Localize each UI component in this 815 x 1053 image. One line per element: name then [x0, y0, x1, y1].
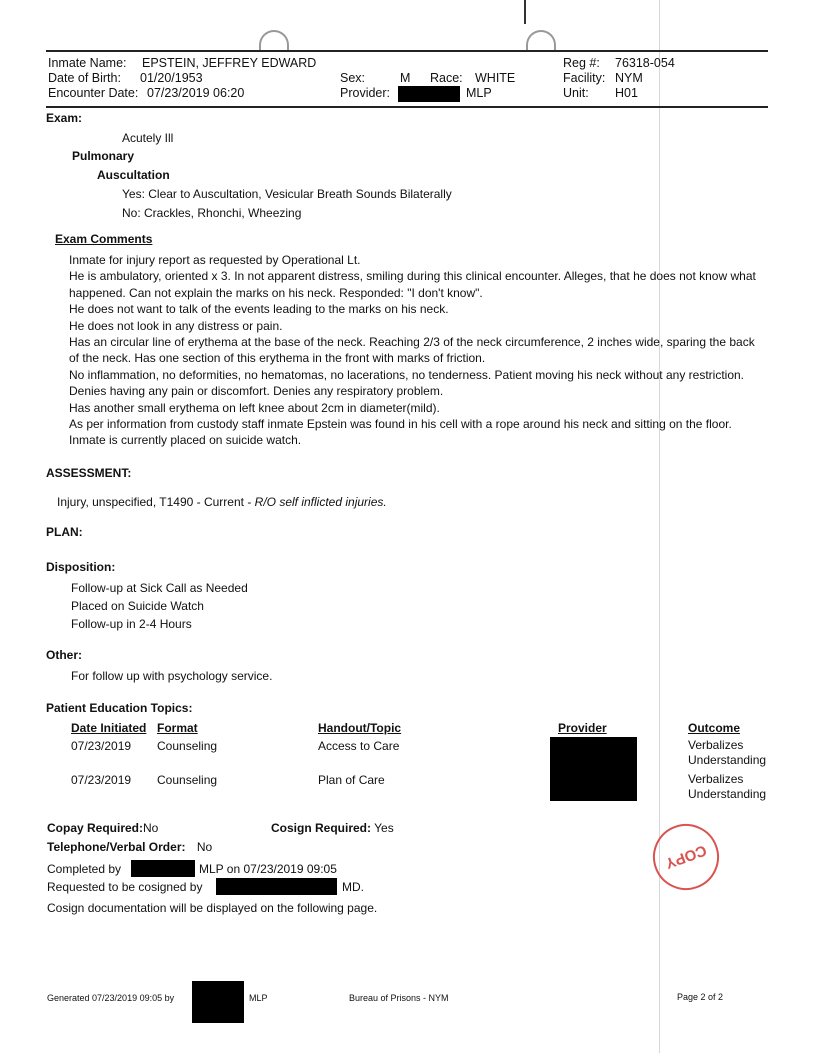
- comment-line: Has an circular line of erythema at the base of the neck. Reaching 2/3 of the neck circumference, 2 inches wide, sparing the back of the neck. Has one section of this erythema in the front with marks of friction.: [69, 335, 755, 366]
- verbal-value: No: [196, 840, 213, 854]
- exam-no-findings: No: Crackles, Rhonchi, Wheezing: [122, 206, 302, 220]
- footer-credential: MLP: [249, 993, 268, 1003]
- edu-row-topic: Access to Care: [318, 739, 400, 753]
- cosign-note: Cosign documentation will be displayed on the following page.: [47, 901, 378, 915]
- col-handout-topic: Handout/Topic: [318, 721, 402, 735]
- comment-line: Inmate is currently placed on suicide watch.: [69, 433, 302, 448]
- col-date-initiated: Date Initiated: [71, 721, 147, 735]
- unit-value: H01: [615, 86, 638, 100]
- scan-artifact-line: [659, 0, 660, 1053]
- exam-heading: Exam:: [46, 111, 83, 125]
- inmate-name: EPSTEIN, JEFFREY EDWARD: [142, 56, 317, 70]
- footer-redaction: [192, 981, 244, 1023]
- exam-system: Pulmonary: [72, 149, 135, 163]
- assessment-text: [57, 495, 387, 509]
- footer-organization: Bureau of Prisons - NYM: [349, 993, 449, 1003]
- edu-row-topic: Plan of Care: [318, 773, 385, 787]
- edu-row-outcome: Understanding: [688, 787, 767, 801]
- copay-label: Copay Required:: [47, 821, 144, 835]
- exam-comments: [69, 252, 759, 449]
- exam-comments-heading: Exam Comments: [55, 232, 153, 246]
- disposition-item: Placed on Suicide Watch: [71, 599, 204, 613]
- encounter-date-label: Encounter Date:: [48, 86, 139, 100]
- assessment-heading: ASSESSMENT:: [46, 466, 132, 480]
- col-format: Format: [157, 721, 198, 735]
- completed-by-redaction: [131, 860, 195, 877]
- exam-yes-findings: Yes: Clear to Auscultation, Vesicular Breath Sounds Bilaterally: [122, 187, 452, 201]
- dob-value: 01/20/1953: [140, 71, 203, 85]
- cosigner-redaction: [216, 878, 337, 895]
- facility-value: NYM: [615, 71, 643, 85]
- cosign-request-credential: MD.: [342, 880, 364, 894]
- cosign-request-label: Requested to be cosigned by: [47, 880, 203, 894]
- comment-line: He is ambulatory, oriented x 3. In not apparent distress, smiling during this clinical encounter. Alleges, that he does not know what happened. Can not explain the marks on his neck. Responded: "I don't know".: [69, 269, 756, 300]
- binder-hole: [259, 30, 289, 50]
- comment-line: He does not look in any distress or pain.: [69, 318, 283, 333]
- verbal-label: Telephone/Verbal Order:: [47, 840, 186, 854]
- comment-line: Inmate for injury report as requested by Operational Lt.: [69, 253, 361, 267]
- verbal-order: [47, 840, 212, 854]
- edu-row-outcome: Understanding: [688, 753, 767, 767]
- header-top-rule: [46, 50, 768, 52]
- encounter-date: 07/23/2019 06:20: [147, 86, 245, 100]
- copay-value: No: [143, 821, 159, 835]
- reg-number: 76318-054: [615, 56, 675, 70]
- edu-row-format: Counseling: [157, 773, 218, 787]
- plan-heading: PLAN:: [46, 525, 83, 539]
- unit-label: Unit:: [563, 86, 589, 100]
- assessment-diagnosis: Injury, unspecified, T1490 - Current -: [57, 495, 255, 509]
- provider-redaction: [550, 737, 637, 801]
- comment-line: He does not want to talk of the events leading to the marks on his neck.: [69, 302, 449, 317]
- cosign-label: Cosign Required:: [271, 821, 372, 835]
- copy-stamp-text: COPY: [663, 841, 709, 873]
- scan-artifact-mark: [524, 0, 526, 24]
- copay-required: [47, 821, 158, 835]
- sex-label: Sex:: [340, 71, 366, 85]
- edu-row-date: 07/23/2019: [71, 739, 132, 753]
- exam-subsystem: Auscultation: [97, 168, 170, 182]
- col-provider: Provider: [558, 721, 607, 735]
- cosign-required: [271, 821, 394, 835]
- completed-by-detail: MLP on 07/23/2019 09:05: [199, 862, 337, 876]
- copy-stamp: [644, 815, 729, 900]
- education-heading: Patient Education Topics:: [46, 701, 193, 715]
- edu-row-outcome: Verbalizes: [688, 772, 744, 786]
- binder-hole: [526, 30, 556, 50]
- disposition-item: Follow-up in 2-4 Hours: [71, 617, 192, 631]
- disposition-heading: Disposition:: [46, 560, 116, 574]
- comment-line: No inflammation, no deformities, no hematomas, no lacerations, no tenderness. Patient moving his neck without any restriction. Denies having any pain or discomfort. Denies any respiratory problem.: [69, 367, 745, 399]
- completed-by-label: Completed by: [47, 862, 122, 876]
- comment-line: As per information from custody staff inmate Epstein was found in his cell with a rope around his neck and sitting on the floor.: [69, 417, 732, 432]
- race-value: WHITE: [475, 71, 516, 85]
- other-heading: Other:: [46, 648, 82, 662]
- dob-label: Date of Birth:: [48, 71, 121, 85]
- provider-label: Provider:: [340, 86, 391, 100]
- reg-label: Reg #:: [563, 56, 600, 70]
- footer-generated: Generated 07/23/2019 09:05 by: [47, 993, 175, 1003]
- col-outcome: Outcome: [688, 721, 741, 735]
- cosign-value: Yes: [374, 821, 394, 835]
- comment-line: Has another small erythema on left knee about 2cm in diameter(mild).: [69, 400, 440, 415]
- assessment-rule-out: R/O self inflicted injuries.: [254, 495, 387, 509]
- inmate-name-label: Inmate Name:: [48, 56, 127, 70]
- edu-row-date: 07/23/2019: [71, 773, 132, 787]
- other-text: For follow up with psychology service.: [71, 669, 273, 683]
- race-label: Race:: [430, 71, 463, 85]
- provider-redaction: [398, 86, 460, 102]
- sex-value: M: [400, 71, 411, 85]
- exam-general: Acutely Ill: [122, 131, 174, 145]
- disposition-item: Follow-up at Sick Call as Needed: [71, 581, 248, 595]
- facility-label: Facility:: [563, 71, 606, 85]
- provider-credential: MLP: [466, 86, 492, 100]
- footer-page-number: Page 2 of 2: [677, 992, 724, 1002]
- edu-row-outcome: Verbalizes: [688, 738, 744, 752]
- edu-row-format: Counseling: [157, 739, 218, 753]
- header-bottom-rule: [46, 106, 768, 108]
